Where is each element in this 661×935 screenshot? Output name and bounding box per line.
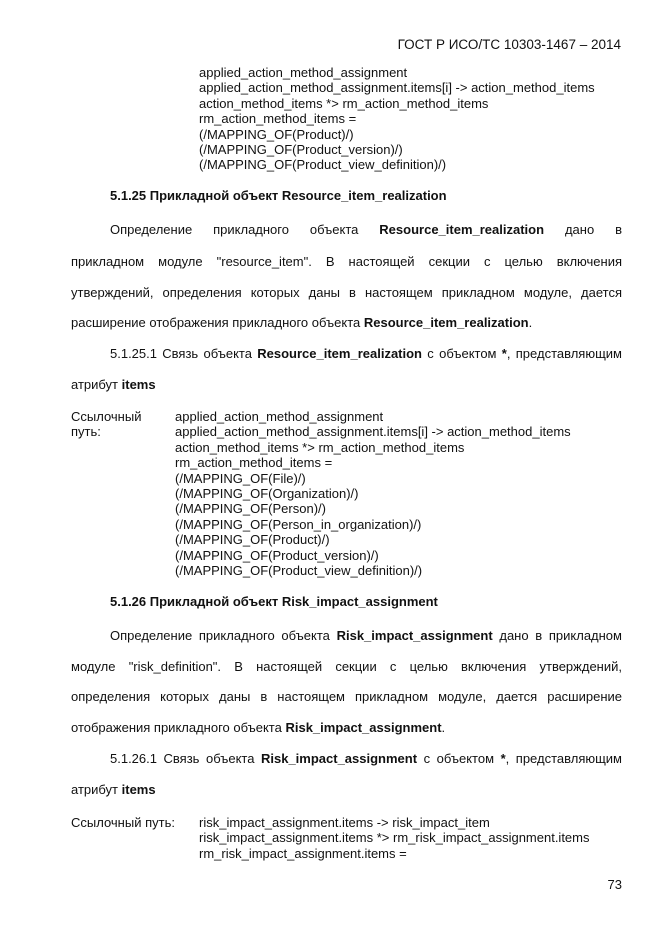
code-line: applied_action_method_assignment.items[i] -> action_method_items bbox=[175, 424, 571, 440]
subsection-line: 5.1.26.1 Связь объекта Risk_impact_assignment с объектом *, представляющим bbox=[110, 751, 622, 766]
page-number: 73 bbox=[607, 877, 622, 892]
code-line: (/MAPPING_OF(File)/) bbox=[175, 470, 306, 486]
reference-path-label: Ссылочный путь: bbox=[71, 815, 175, 830]
paragraph-line: определения которых даны в настоящем прикладном модуле, дается расширение bbox=[71, 689, 622, 704]
section-heading: 5.1.26 Прикладной объект Risk_impact_assignment bbox=[110, 594, 438, 609]
subsection-line: атрибут items bbox=[71, 377, 156, 392]
mapping-code-block bbox=[175, 409, 571, 578]
paragraph-line: прикладном модуле "resource_item". В настоящей секции с целью включения bbox=[71, 254, 622, 269]
code-line: (/MAPPING_OF(Product_view_definition)/) bbox=[199, 157, 447, 173]
paragraph-line: Определение прикладного объекта Risk_impact_assignment дано в прикладном bbox=[110, 628, 622, 643]
code-line: (/MAPPING_OF(Product)/) bbox=[199, 126, 354, 142]
mapping-code-block bbox=[199, 65, 595, 173]
section-heading: 5.1.25 Прикладной объект Resource_item_realization bbox=[110, 188, 447, 203]
code-line: (/MAPPING_OF(Person)/) bbox=[175, 501, 326, 517]
code-line: risk_impact_assignment.items *> rm_risk_impact_assignment.items bbox=[199, 830, 590, 846]
code-line: applied_action_method_assignment.items[i] -> action_method_items bbox=[199, 80, 595, 96]
paragraph-line: утверждений, определения которых даны в настоящем прикладном модуле, дается bbox=[71, 285, 622, 300]
paragraph-line: расширение отображения прикладного объекта Resource_item_realization. bbox=[71, 315, 533, 330]
code-line: (/MAPPING_OF(Organization)/) bbox=[175, 486, 359, 502]
code-line: applied_action_method_assignment bbox=[175, 409, 384, 424]
paragraph-line: отображения прикладного объекта Risk_impact_assignment. bbox=[71, 720, 446, 735]
code-line: risk_impact_assignment.items -> risk_impact_item bbox=[199, 815, 490, 830]
reference-path-label: Ссылочный путь: bbox=[71, 409, 142, 440]
code-line: (/MAPPING_OF(Product_view_definition)/) bbox=[175, 563, 423, 579]
paragraph-line: Определение прикладного объекта Resource_item_realization дано в bbox=[110, 222, 622, 237]
subsection-line: 5.1.25.1 Связь объекта Resource_item_realization с объектом *, представляющим bbox=[110, 346, 622, 361]
code-line: (/MAPPING_OF(Product)/) bbox=[175, 532, 330, 548]
code-line: rm_risk_impact_assignment.items = bbox=[199, 845, 407, 861]
code-line: action_method_items *> rm_action_method_items bbox=[199, 95, 489, 111]
paragraph-line: модуле "risk_definition". В настоящей секции с целью включения утверждений, bbox=[71, 659, 622, 674]
code-line: rm_action_method_items = bbox=[175, 455, 333, 471]
document-header: ГОСТ Р ИСО/ТС 10303-1467 – 2014 bbox=[397, 37, 621, 52]
code-line: (/MAPPING_OF(Product_version)/) bbox=[199, 142, 403, 158]
code-line: rm_action_method_items = bbox=[199, 111, 357, 127]
code-line: (/MAPPING_OF(Product_version)/) bbox=[175, 547, 379, 563]
mapping-code-block bbox=[199, 815, 590, 861]
code-line: applied_action_method_assignment bbox=[199, 65, 408, 80]
code-line: action_method_items *> rm_action_method_items bbox=[175, 439, 465, 455]
code-line: (/MAPPING_OF(Person_in_organization)/) bbox=[175, 516, 422, 532]
subsection-line: атрибут items bbox=[71, 782, 156, 797]
